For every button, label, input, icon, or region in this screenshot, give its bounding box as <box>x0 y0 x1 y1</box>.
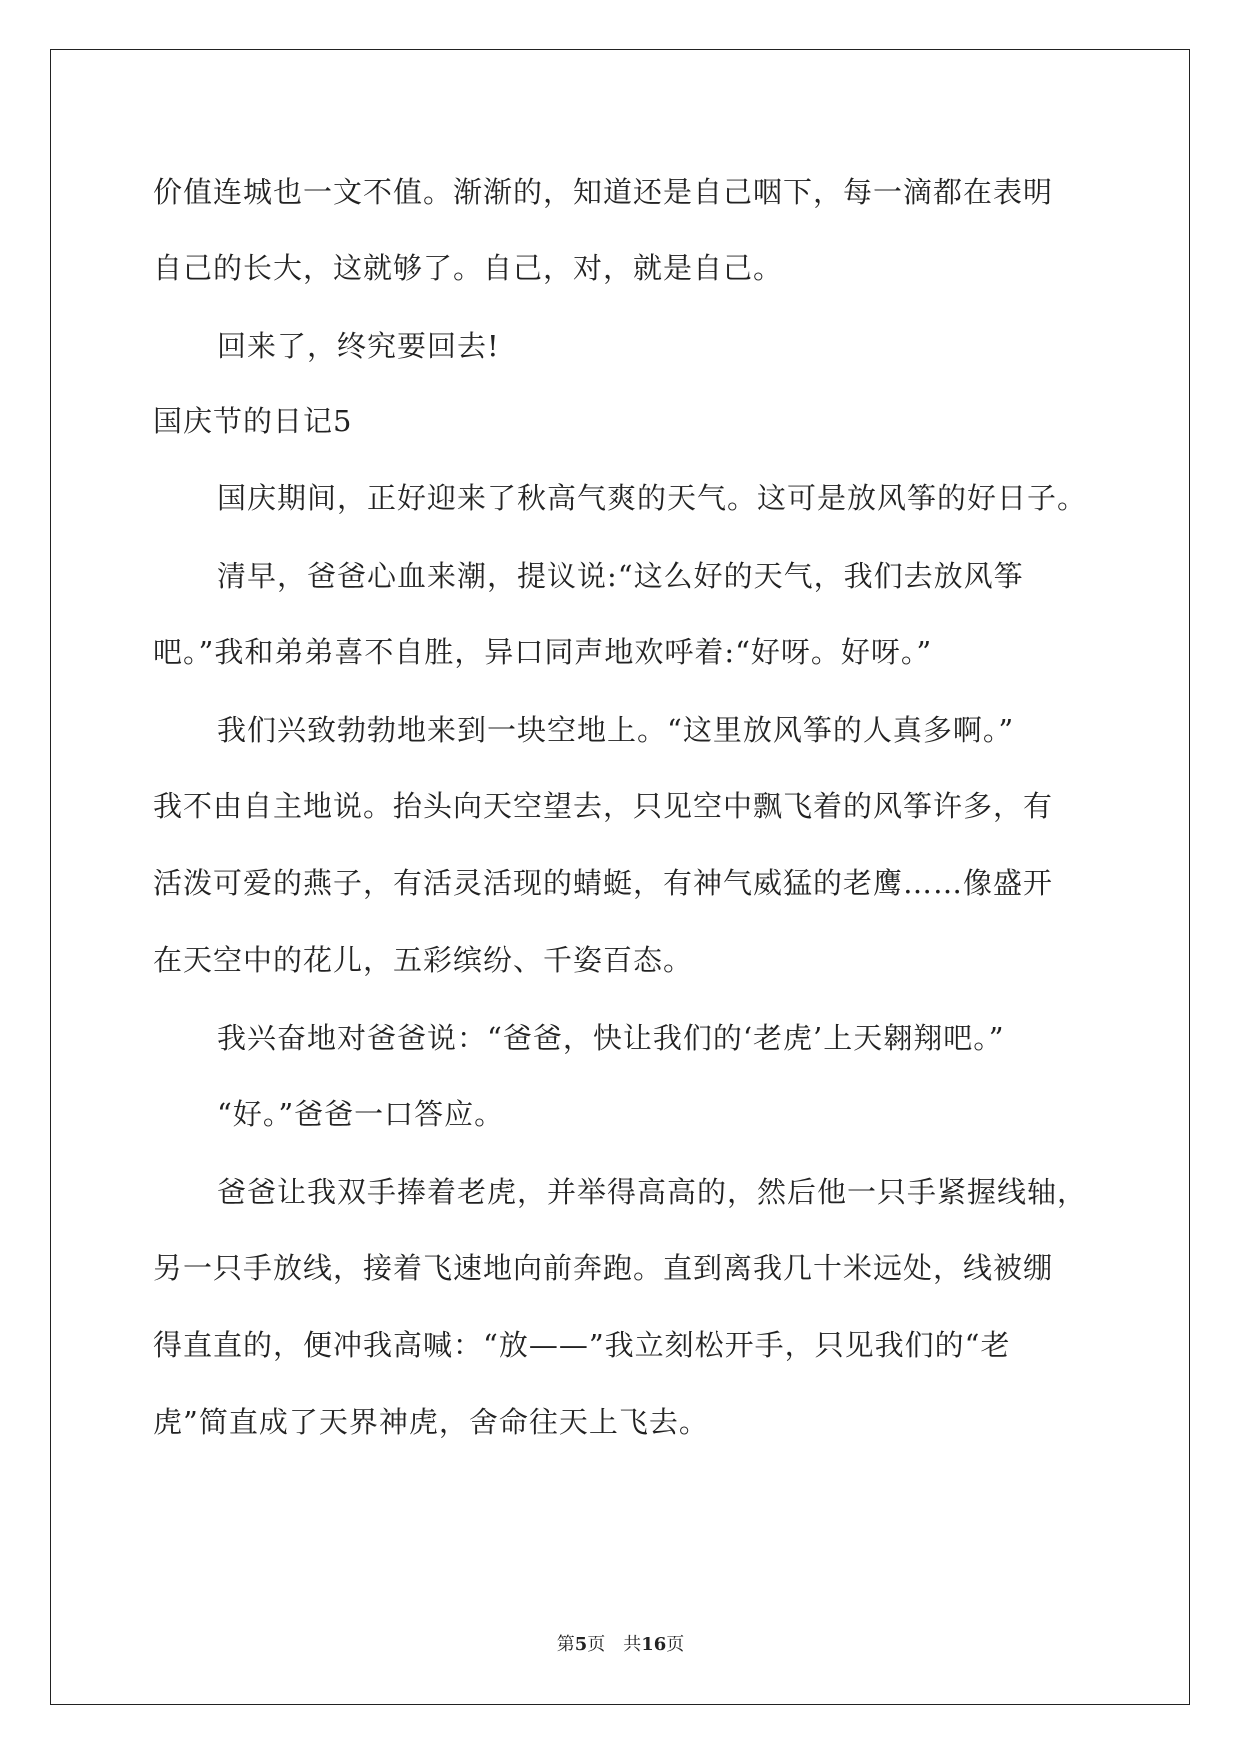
footer-suffix: 页 <box>666 1634 685 1655</box>
text-line: 爸爸让我双手捧着老虎，并举得高高的，然后他一只手紧握线轴， <box>217 1175 1088 1209</box>
text-line: 我兴奋地对爸爸说：“爸爸，快让我们的‘老虎’上天翱翔吧。” <box>217 1021 1005 1055</box>
text-line: 回来了，终究要回去! <box>217 329 500 363</box>
text-line: 虎”简直成了天界神虎，舍命往天上飞去。 <box>153 1405 709 1439</box>
text-line: 活泼可爱的燕子，有活灵活现的蜻蜓，有神气威猛的老鹰……像盛开 <box>153 866 1054 900</box>
text-line: 价值连城也一文不值。渐渐的，知道还是自己咽下，每一滴都在表明 <box>153 175 1054 209</box>
text-line: 另一只手放线，接着飞速地向前奔跑。直到离我几十米远处，线被绷 <box>153 1251 1054 1285</box>
text-line: 得直直的，便冲我高喊：“放——”我立刻松开手，只见我们的“老 <box>153 1328 1011 1362</box>
text-line: 清早，爸爸心血来潮，提议说:“这么好的天气，我们去放风筝 <box>217 559 1024 593</box>
text-line: “好。”爸爸一口答应。 <box>217 1097 505 1131</box>
text-line: 在天空中的花儿，五彩缤纷、千姿百态。 <box>153 943 694 977</box>
text-line: 自己的长大，这就够了。自己，对，就是自己。 <box>153 251 784 285</box>
footer-prefix: 第 <box>556 1634 575 1655</box>
text-line: 国庆期间，正好迎来了秋高气爽的天气。这可是放风筝的好日子。 <box>217 481 1088 515</box>
text-line: 我们兴致勃勃地来到一块空地上。“这里放风筝的人真多啊。” <box>217 713 1015 747</box>
total-pages: 16 <box>641 1634 667 1655</box>
text-line: 我不由自主地说。抬头向天空望去，只见空中飘飞着的风筝许多，有 <box>153 789 1054 823</box>
text-line: 吧。”我和弟弟喜不自胜，异口同声地欢呼着:“好呀。好呀。” <box>153 635 933 669</box>
page-footer <box>0 1630 1241 1656</box>
page-number: 5 <box>574 1634 588 1655</box>
section-heading: 国庆节的日记5 <box>153 404 353 438</box>
footer-mid: 页 共 <box>587 1634 642 1655</box>
